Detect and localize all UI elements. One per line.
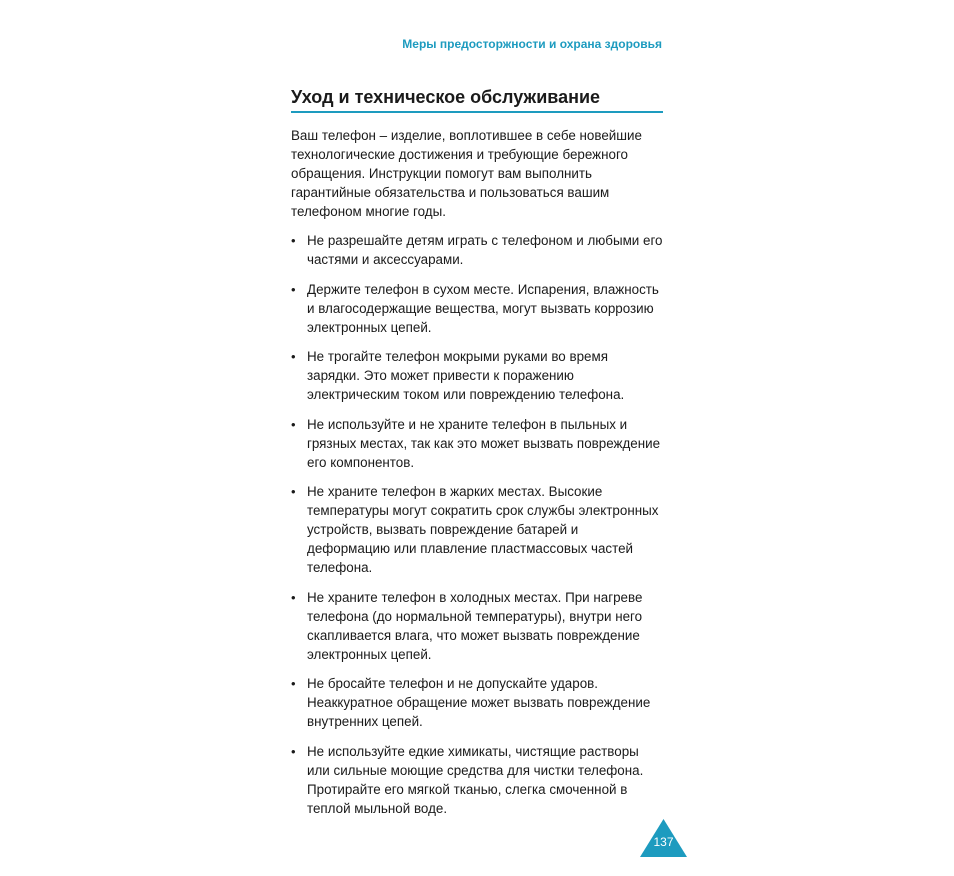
list-item-text: Не используйте едкие химикаты, чистящие растворы или сильные моющие средства для чистки телефона. Протирайте его мягкой тканью, слегка смоченной в теплой мыльной воде. xyxy=(307,743,644,816)
list-item-text: Не используйте и не храните телефон в пыльных и грязных местах, так как это может вызвать повреждение его компонентов. xyxy=(307,416,661,470)
list-item-text: Не храните телефон в холодных местах. При нагреве телефона (до нормальной температуры), внутри него скапливается влага, что может вызвать повреждение электронных цепей. xyxy=(307,589,643,662)
list-item-text: Не храните телефон в жарких местах. Высокие температуры могут сократить срок службы электронных устройств, вызвать повреждение батарей и деформацию или плавление пластмассовых частей телефона. xyxy=(307,484,659,575)
bullet-icon: • xyxy=(291,349,296,364)
page-number-badge xyxy=(640,819,687,857)
care-instructions-list xyxy=(291,231,663,818)
main-content xyxy=(291,86,663,828)
bullet-icon: • xyxy=(291,589,296,605)
list-item xyxy=(291,347,663,404)
list-item xyxy=(291,742,663,818)
bullet-icon: • xyxy=(291,233,296,248)
bullet-icon: • xyxy=(291,416,296,432)
list-item xyxy=(291,482,663,577)
bullet-icon: • xyxy=(291,743,296,759)
bullet-icon: • xyxy=(291,281,296,297)
list-item xyxy=(291,231,663,269)
list-item-text: Держите телефон в сухом месте. Испарения, влажность и влагосодержащие вещества, могут вызвать коррозию электронных цепей. xyxy=(307,281,659,335)
list-item-text: Не бросайте телефон и не допускайте ударов. Неаккуратное обращение может вызвать повреждение внутренних цепей. xyxy=(307,676,651,729)
running-header: Меры предосторжности и охрана здоровья xyxy=(402,37,662,51)
list-item-text: Не разрешайте детям играть с телефоном и любыми его частями и аксессуарами. xyxy=(307,233,663,267)
list-item xyxy=(291,674,663,731)
list-item xyxy=(291,588,663,664)
section-title: Уход и техническое обслуживание xyxy=(291,86,663,113)
bullet-icon: • xyxy=(291,484,296,499)
list-item xyxy=(291,280,663,337)
list-item xyxy=(291,415,663,472)
intro-paragraph: Ваш телефон – изделие, воплотившее в себе новейшие технологические достижения и требующие бережного обращения. Инструкции помогут вам выполнить гарантийные обязательства и пользоваться вашим телефоном многие годы. xyxy=(291,128,642,219)
list-item-text: Не трогайте телефон мокрыми руками во время зарядки. Это может привести к поражению электрическим током или повреждению телефона. xyxy=(307,349,625,402)
page-number: 137 xyxy=(653,835,674,849)
bullet-icon: • xyxy=(291,676,296,691)
